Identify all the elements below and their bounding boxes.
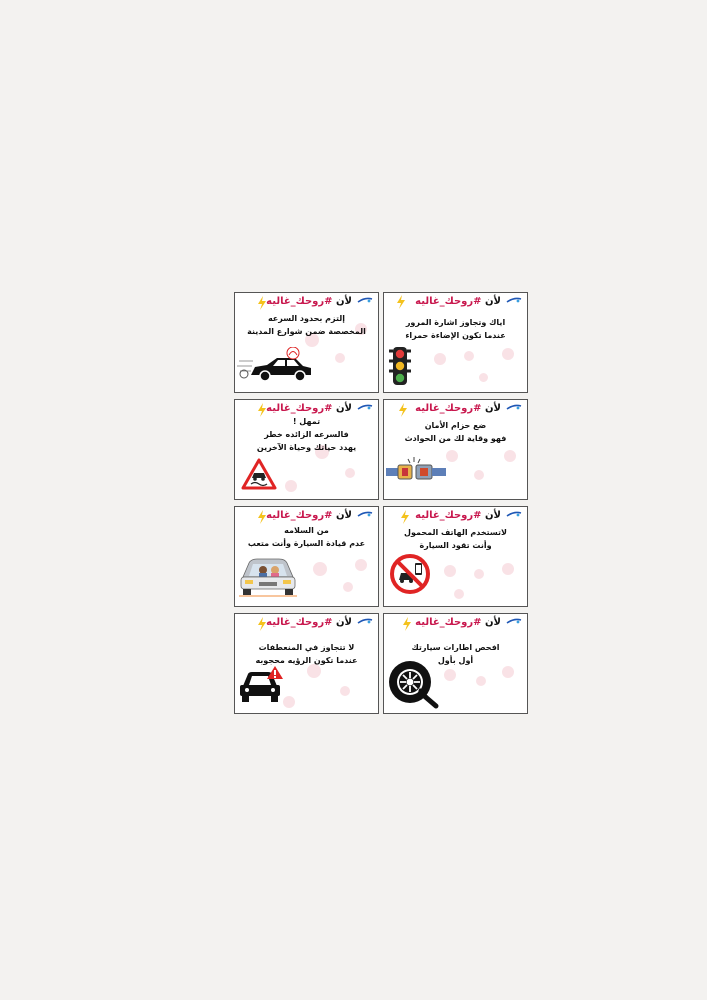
card-prefix: لأن — [336, 403, 352, 414]
seatbelt-icon — [386, 455, 446, 481]
card-line: اياك وتجاوز اشارة المرور — [405, 318, 506, 327]
card-line: من السلامه — [284, 526, 329, 535]
poster-sheet — [232, 292, 530, 719]
brand-logo-icon — [357, 617, 373, 625]
safety-card — [383, 613, 528, 714]
brand-logo-icon — [357, 296, 373, 304]
safety-card — [234, 613, 379, 714]
safety-card — [383, 292, 528, 393]
card-line: يهدد حياتك وحياة الآخرين — [256, 443, 357, 452]
card-line: ضع حزام الأمان — [424, 421, 487, 430]
card-line: فالسرعه الزائده خطر — [264, 430, 349, 439]
card-line: عدم قيادة السيارة وأنت متعب — [247, 539, 366, 548]
tire-wrench-icon — [386, 656, 440, 710]
card-hashtag: #روحك_غاليه — [266, 296, 333, 307]
safety-card — [383, 506, 528, 607]
speeding-car-icon — [237, 347, 317, 385]
card-hashtag: #روحك_غاليه — [415, 403, 482, 414]
card-hashtag: #روحك_غاليه — [415, 510, 482, 521]
card-prefix: لأن — [336, 296, 352, 307]
card-hashtag: #روحك_غاليه — [415, 296, 482, 307]
car-warning-icon — [239, 666, 283, 704]
card-prefix: لأن — [336, 617, 352, 628]
card-line: تمهل ! — [292, 417, 321, 426]
card-line: لاتستخدم الهاتف المحمول — [404, 528, 507, 537]
brand-logo-icon — [357, 510, 373, 518]
card-line: إلتزم بحدود السرعه — [267, 314, 346, 323]
card-hashtag: #روحك_غاليه — [415, 617, 482, 628]
card-hashtag: #روحك_غاليه — [266, 617, 333, 628]
card-line: عندما تكون الإضاءة حمراء — [405, 331, 506, 340]
card-line: عندما تكون الرؤيه محجوبه — [255, 656, 358, 665]
brand-logo-icon — [506, 510, 522, 518]
card-prefix: لأن — [485, 403, 501, 414]
slippery-road-sign-icon — [241, 458, 277, 490]
card-line: لا تتجاوز في المنعطفات — [258, 643, 355, 652]
traffic-light-icon — [389, 347, 411, 387]
card-prefix: لأن — [336, 510, 352, 521]
brand-logo-icon — [506, 296, 522, 304]
card-line: أول بأول — [437, 656, 474, 665]
brand-logo-icon — [506, 617, 522, 625]
card-prefix: لأن — [485, 296, 501, 307]
brand-logo-icon — [506, 403, 522, 411]
card-hashtag: #روحك_غاليه — [266, 403, 333, 414]
card-line: فهو وقاية لك من الحوادث — [404, 434, 507, 443]
tired-driver-car-icon — [239, 555, 297, 597]
no-phone-driving-icon — [389, 553, 431, 595]
card-line: افحص اطارات سيارتك — [411, 643, 500, 652]
card-prefix: لأن — [485, 617, 501, 628]
card-hashtag: #روحك_غاليه — [266, 510, 333, 521]
safety-card — [383, 399, 528, 500]
card-prefix: لأن — [485, 510, 501, 521]
brand-logo-icon — [357, 403, 373, 411]
card-line: وأنت تقود السيارة — [419, 541, 492, 550]
card-line: المخصصة ضمن شوارع المدينة — [247, 327, 366, 336]
safety-card — [234, 292, 379, 393]
safety-card — [234, 399, 379, 500]
safety-card — [234, 506, 379, 607]
